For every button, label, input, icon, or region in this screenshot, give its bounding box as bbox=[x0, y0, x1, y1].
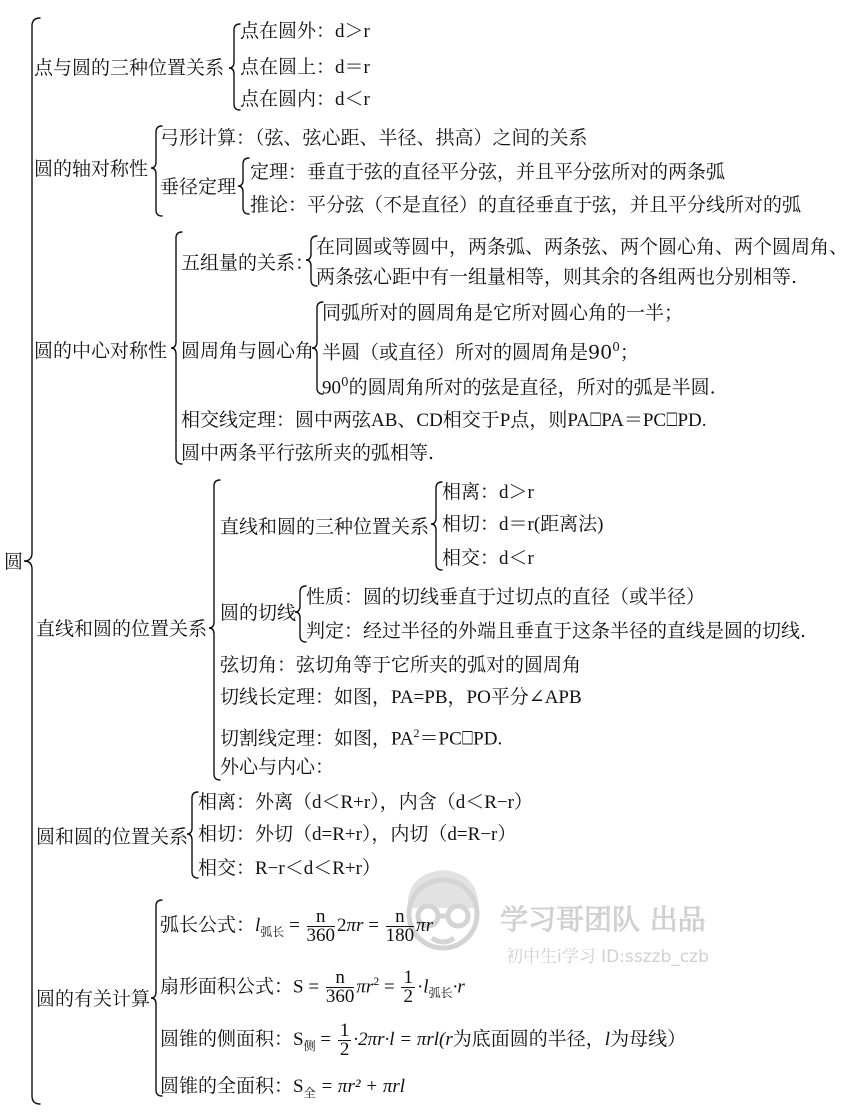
sector-formula: 扇形面积公式：S = $\frac{n}{360}$ $\pi r^2$ = $\frac{1}{2}$ $\cdot l_{弧长}\cdot r$ bbox=[160, 967, 465, 1008]
five-title: 五组量的关系： bbox=[181, 252, 315, 274]
chord-tangent: 弦切角：弦切角等于它所夹的弧对的圆周角 bbox=[220, 654, 582, 676]
centers: 外心与内心： bbox=[220, 756, 335, 778]
watermark-handle: 初中生i学习 ID:sszzb_czb bbox=[506, 947, 709, 967]
line-tangent: 相切：d＝r(距离法) bbox=[442, 514, 604, 535]
point-on: 点在圆上：d＝r bbox=[240, 57, 370, 78]
point-outside: 点在圆外：d＞r bbox=[240, 21, 370, 42]
arc-formula: 弧长公式：$l_{弧长}$ = $\frac{n}{360}$ 2πr = $\frac{n}{180}$ πr bbox=[160, 906, 434, 947]
point-inside: 点在圆内：d＜r bbox=[240, 89, 370, 110]
bow-calc: 弓形计算：（弦、弦心距、半径、拱高）之间的关系 bbox=[160, 127, 588, 149]
perp-title: 垂径定理 bbox=[160, 176, 237, 198]
brace-tangent bbox=[295, 586, 306, 642]
line-intersect: 相交：d＜r bbox=[442, 548, 534, 569]
secant-theorem: 切割线定理：如图，$PA^2=PC⎕PD$. bbox=[220, 726, 503, 750]
brace-perp bbox=[238, 158, 249, 214]
circles-apart: 相离：外离（d＜R+r），内含（d＜R−r） bbox=[198, 792, 533, 813]
axial-title: 圆的轴对称性 bbox=[34, 158, 149, 180]
perp-theorem: 定理：垂直于弦的直径平分弦，并且平分弦所对的两条弧 bbox=[250, 161, 726, 183]
five-line-2: 两条弦心距中有一组量相等，则其余的各组两也分别相等. bbox=[316, 266, 798, 288]
angle-line-1: 同弧所对的圆周角是它所对圆心角的一半； bbox=[322, 302, 684, 324]
tangent-title: 圆的切线 bbox=[220, 602, 297, 624]
five-line-1: 在同圆或等圆中，两条弧、两条弦、两个圆心角、两个圆周角、 bbox=[316, 236, 849, 258]
angle-line-3: $90^0$的圆周角所对的弦是直径，所对的弧是半圆. bbox=[322, 375, 716, 399]
line-circle-title: 直线和圆的位置关系 bbox=[36, 618, 208, 640]
brace-circle-circle bbox=[187, 792, 198, 878]
point-circle-title: 点与圆的三种位置关系 bbox=[34, 57, 225, 79]
lateral-formula: 圆锥的侧面积：$S_侧$ = $\frac{1}{2}$ ·2πr·l = πrl(r为底面圆的半径，l为母线） bbox=[160, 1020, 687, 1061]
three-title: 直线和圆的三种位置关系 bbox=[220, 516, 430, 538]
tangent-criterion: 判定：经过半径的外端且垂直于这条半径的直线是圆的切线. bbox=[306, 620, 807, 642]
total-formula: 圆锥的全面积：$S_全 = \pi r^2 + \pi rl$ bbox=[160, 1075, 406, 1100]
brace-three bbox=[431, 482, 442, 570]
central-title: 圆的中心对称性 bbox=[34, 340, 168, 362]
calc-title: 圆的有关计算 bbox=[36, 988, 151, 1010]
angle-title: 圆周角与圆心角 bbox=[181, 340, 315, 362]
circle-circle-title: 圆和圆的位置关系 bbox=[36, 826, 189, 848]
perp-corollary: 推论：平分弦（不是直径）的直径垂直于弦，并且平分线所对的弧 bbox=[250, 194, 802, 216]
intersect-theorem: 相交线定理：圆中两弦AB、CD相交于P点，则PA⎕PA＝PC⎕PD. bbox=[181, 410, 707, 431]
root-brace bbox=[24, 18, 40, 1104]
parallel-chords: 圆中两条平行弦所夹的弧相等. bbox=[181, 442, 435, 464]
line-apart: 相离：d＞r bbox=[442, 482, 534, 503]
brace-point-circle bbox=[229, 24, 240, 110]
angle-line-2: 半圆（或直径）所对的圆周角是$90^0$； bbox=[322, 340, 639, 364]
tangent-length: 切线长定理：如图，PA=PB，PO平分∠APB bbox=[220, 687, 582, 708]
circles-tangent: 相切：外切（d=R+r），内切（d=R−r） bbox=[198, 824, 517, 845]
tangent-property: 性质：圆的切线垂直于过切点的直径（或半径） bbox=[306, 586, 706, 608]
brace-line-circle bbox=[209, 480, 220, 780]
circles-intersect: 相交：R−r＜d＜R+r） bbox=[198, 858, 381, 879]
watermark-brand: 学习哥团队 出品 bbox=[500, 903, 706, 936]
root-label: 圆 bbox=[4, 551, 24, 573]
